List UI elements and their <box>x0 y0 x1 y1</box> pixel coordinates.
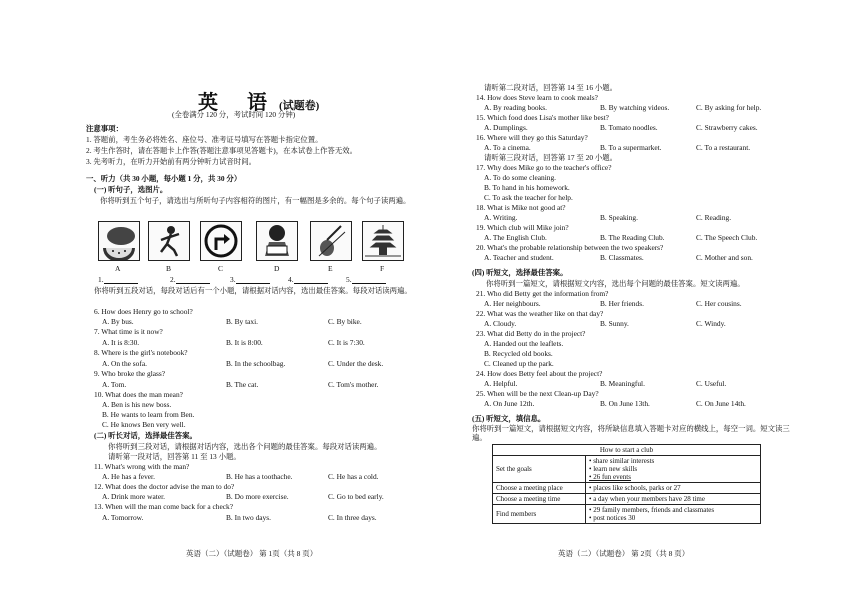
place-label: Choose a meeting place <box>493 483 586 494</box>
q7-option-a: A. It is 8:30. <box>102 338 140 347</box>
question-19: 19. Which club will Mike join? <box>476 223 569 232</box>
q18-option-c: C. Reading. <box>696 213 732 222</box>
question-6: 6. How does Henry go to school? <box>94 307 193 316</box>
score-note: (全卷满分 120 分，考试时间 120 分钟) <box>172 110 296 119</box>
sub-instructions-2: 请听第二段对话，回答第 14 至 16 小题。 <box>484 83 618 92</box>
question-16: 16. Where will they go this Saturday? <box>476 133 588 142</box>
q11-option-b: B. He has a toothache. <box>226 472 293 481</box>
question-15: 15. Which food does Lisa's mother like best? <box>476 113 609 122</box>
q15-option-b: B. Tomato noodles. <box>600 123 658 132</box>
answer-blank-4 <box>288 275 328 284</box>
pic-label-d: D <box>274 264 280 273</box>
pic-label-a: A <box>115 264 121 273</box>
q17-option-a: A. To do some cleaning. <box>484 173 557 182</box>
q24-option-c: C. Useful. <box>696 379 727 388</box>
q15-option-a: A. Dumplings. <box>484 123 528 132</box>
q19-option-c: C. The Speech Club. <box>696 233 758 242</box>
q10-option-b: B. He wants to learn from Ben. <box>102 410 195 419</box>
section4-title: (四) 听短文，选择最佳答案。 <box>472 268 568 277</box>
title-sub: (试题卷) <box>279 100 320 112</box>
blank-num: 5. <box>346 275 352 284</box>
q23-option-a: A. Handed out the leaflets. <box>484 339 564 348</box>
goals-cell <box>586 456 761 483</box>
q25-option-a: A. On June 12th. <box>484 399 535 408</box>
note-3: 3. 先考听力，在听力开始前有两分钟听力试音时间。 <box>86 157 256 166</box>
turn-right-sign-icon <box>200 221 242 261</box>
pic-label-f: F <box>380 264 385 273</box>
q16-option-a: A. To a cinema. <box>484 143 531 152</box>
section4-instructions: 你将听到一篇短文，请根据短文内容，选出每个问题的最佳答案。短文读两遍。 <box>486 279 745 288</box>
q14-option-b: B. By watching videos. <box>600 103 670 112</box>
section1-title: 一、听力（共 30 小题，每小题 1 分，共 30 分） <box>86 174 242 183</box>
section2-instructions: 你将听到三段对话，请根据对话内容，选出各个问题的最佳答案。每段对话读两遍。 <box>108 442 382 451</box>
goal-2: • learn new skills <box>589 465 638 473</box>
q22-option-a: A. Cloudy. <box>484 319 517 328</box>
q12-option-c: C. Go to bed early. <box>328 492 384 501</box>
q18-option-b: B. Speaking. <box>600 213 638 222</box>
question-25: 25. When will be the next Clean-up Day? <box>476 389 599 398</box>
question-8: 8. Where is the girl's notebook? <box>94 348 188 357</box>
q17-option-c: C. To ask the teacher for help. <box>484 193 573 202</box>
q12-option-b: B. Do more exercise. <box>226 492 289 501</box>
q9-option-c: C. Tom's mother. <box>328 380 379 389</box>
question-24: 24. How does Betty feel about the project? <box>476 369 603 378</box>
student-reading-icon <box>256 221 298 261</box>
q25-option-b: B. On June 13th. <box>600 399 650 408</box>
q24-option-b: B. Meaningful. <box>600 379 645 388</box>
q16-option-c: C. To a restaurant. <box>696 143 751 152</box>
q12-option-a: A. Drink more water. <box>102 492 166 501</box>
notes-title: 注意事项： <box>86 124 123 133</box>
q19-option-a: A. The English Club. <box>484 233 547 242</box>
section2-sub: 请听第一段对话，回答第 11 至 13 小题。 <box>108 452 241 461</box>
right-page <box>430 0 860 608</box>
q10-option-a: A. Ben is his new boss. <box>102 400 172 409</box>
q9-option-b: B. The cat. <box>226 380 259 389</box>
time-cell: • a day when your members have 28 time <box>586 494 761 505</box>
section1a-title: (一) 听句子，选图片。 <box>94 185 168 194</box>
time-label: Choose a meeting time <box>493 494 586 505</box>
members-1: • 29 family members, friends and classmates <box>589 506 715 514</box>
q23-option-b: B. Recycled old books. <box>484 349 553 358</box>
q11-option-a: A. He has a fever. <box>102 472 155 481</box>
members-2: • post notices 30 <box>589 514 636 522</box>
goals-label: Set the goals <box>493 456 586 483</box>
q11-option-c: C. He has a cold. <box>328 472 379 481</box>
blank-num: 3. <box>230 275 236 284</box>
q7-option-b: B. It is 8:00. <box>226 338 263 347</box>
q8-option-c: C. Under the desk. <box>328 359 384 368</box>
answer-blank-2 <box>170 275 210 284</box>
members-cell <box>586 505 761 524</box>
goal-3-blank: • 26 fun events <box>589 473 631 481</box>
place-cell: • places like schools, parks or 27 <box>586 483 761 494</box>
q13-option-c: C. In three days. <box>328 513 377 522</box>
answer-blank-1 <box>98 275 138 284</box>
q14-option-a: A. By reading books. <box>484 103 548 112</box>
q9-option-a: A. Tom. <box>102 380 127 389</box>
q18-option-a: A. Writing. <box>484 213 518 222</box>
q13-option-a: A. Tomorrow. <box>102 513 144 522</box>
question-14: 14. How does Steve learn to cook meals? <box>476 93 598 102</box>
note-2: 2. 考生作答时，请在答题卡上作答(答题注意事项见答题卡)，在本试卷上作答无效。 <box>86 146 357 155</box>
q20-option-c: C. Mother and son. <box>696 253 753 262</box>
question-13: 13. When will the man come back for a check? <box>94 502 233 511</box>
section1b-instructions: 你将听到五段对话，每段对话后有一个小题，请根据对话内容，选出最佳答案。每段对话读两遍。 <box>94 286 412 295</box>
q20-option-b: B. Classmates. <box>600 253 644 262</box>
violin-icon <box>310 221 352 261</box>
q19-option-b: B. The Reading Club. <box>600 233 665 242</box>
q21-option-a: A. Her neighbours. <box>484 299 541 308</box>
q15-option-c: C. Strawberry cakes. <box>696 123 758 132</box>
blank-num: 4. <box>288 275 294 284</box>
question-12: 12. What does the doctor advise the man to do? <box>94 482 235 491</box>
question-22: 22. What was the weather like on that day? <box>476 309 604 318</box>
question-10: 10. What does the man mean? <box>94 390 183 399</box>
blank-num: 1. <box>98 275 104 284</box>
question-11: 11. What's wrong with the man? <box>94 462 190 471</box>
page-footer-right: 英语（二）（试题卷） 第 2页（共 8 页） <box>558 549 690 558</box>
pic-label-e: E <box>328 264 333 273</box>
pagoda-icon <box>362 221 404 261</box>
question-21: 21. Who did Betty get the information from? <box>476 289 609 298</box>
q8-option-b: B. In the schoolbag. <box>226 359 286 368</box>
club-info-table <box>492 444 761 524</box>
q25-option-c: C. On June 14th. <box>696 399 746 408</box>
q10-option-c: C. He knows Ben very well. <box>102 420 186 429</box>
sub-instructions-3: 请听第三段对话，回答第 17 至 20 小题。 <box>484 153 618 162</box>
q21-option-c: C. Her cousins. <box>696 299 742 308</box>
question-9: 9. Who broke the glass? <box>94 369 166 378</box>
question-7: 7. What time is it now? <box>94 327 163 336</box>
q24-option-a: A. Helpful. <box>484 379 518 388</box>
page-footer-left: 英语（二）（试题卷） 第 1页（共 8 页） <box>186 549 318 558</box>
title-text: 英 语 <box>198 92 279 114</box>
q17-option-b: B. To hand in his homework. <box>484 183 570 192</box>
note-1: 1. 答题前，考生务必将姓名、座位号、准考证号填写在答题卡指定位置。 <box>86 135 323 144</box>
question-18: 18. What is Mike not good at? <box>476 203 566 212</box>
q21-option-b: B. Her friends. <box>600 299 644 308</box>
question-17: 17. Why does Mike go to the teacher's office? <box>476 163 612 172</box>
section2-title: (二) 听长对话，选择最佳答案。 <box>94 431 197 440</box>
q16-option-b: B. To a supermarket. <box>600 143 662 152</box>
answer-blank-5 <box>346 275 386 284</box>
q22-option-b: B. Sunny. <box>600 319 629 328</box>
q8-option-a: A. On the sofa. <box>102 359 147 368</box>
q14-option-c: C. By asking for help. <box>696 103 762 112</box>
blank-num: 2. <box>170 275 176 284</box>
table-title: How to start a club <box>493 445 761 456</box>
q13-option-b: B. In two days. <box>226 513 271 522</box>
section5-instructions: 你将听到一篇短文，请根据短文内容，将所缺信息填入答题卡对应的横线上，每空一词。短文读三遍。 <box>472 424 790 442</box>
pic-label-c: C <box>218 264 224 273</box>
question-23: 23. What did Betty do in the project? <box>476 329 586 338</box>
q6-option-c: C. By bike. <box>328 317 362 326</box>
question-20: 20. What's the probable relationship between the two speakers? <box>476 243 664 252</box>
q6-option-b: B. By taxi. <box>226 317 259 326</box>
section5-title: (五) 听短文，填信息。 <box>472 414 546 423</box>
q23-option-c: C. Cleaned up the park. <box>484 359 554 368</box>
pic-label-b: B <box>166 264 172 273</box>
runner-icon <box>148 221 190 261</box>
goal-1: • share similar interests <box>589 457 655 465</box>
section1a-instructions: 你将听到五个句子，请选出与所听句子内容相符的图片，有一幅图是多余的。每个句子读两遍。 <box>100 196 411 205</box>
watermelon-icon <box>98 221 140 261</box>
members-label: Find members <box>493 505 586 524</box>
q22-option-c: C. Windy. <box>696 319 726 328</box>
answer-blank-3 <box>230 275 270 284</box>
q6-option-a: A. By bus. <box>102 317 134 326</box>
q20-option-a: A. Teacher and student. <box>484 253 554 262</box>
q7-option-c: C. It is 7:30. <box>328 338 365 347</box>
